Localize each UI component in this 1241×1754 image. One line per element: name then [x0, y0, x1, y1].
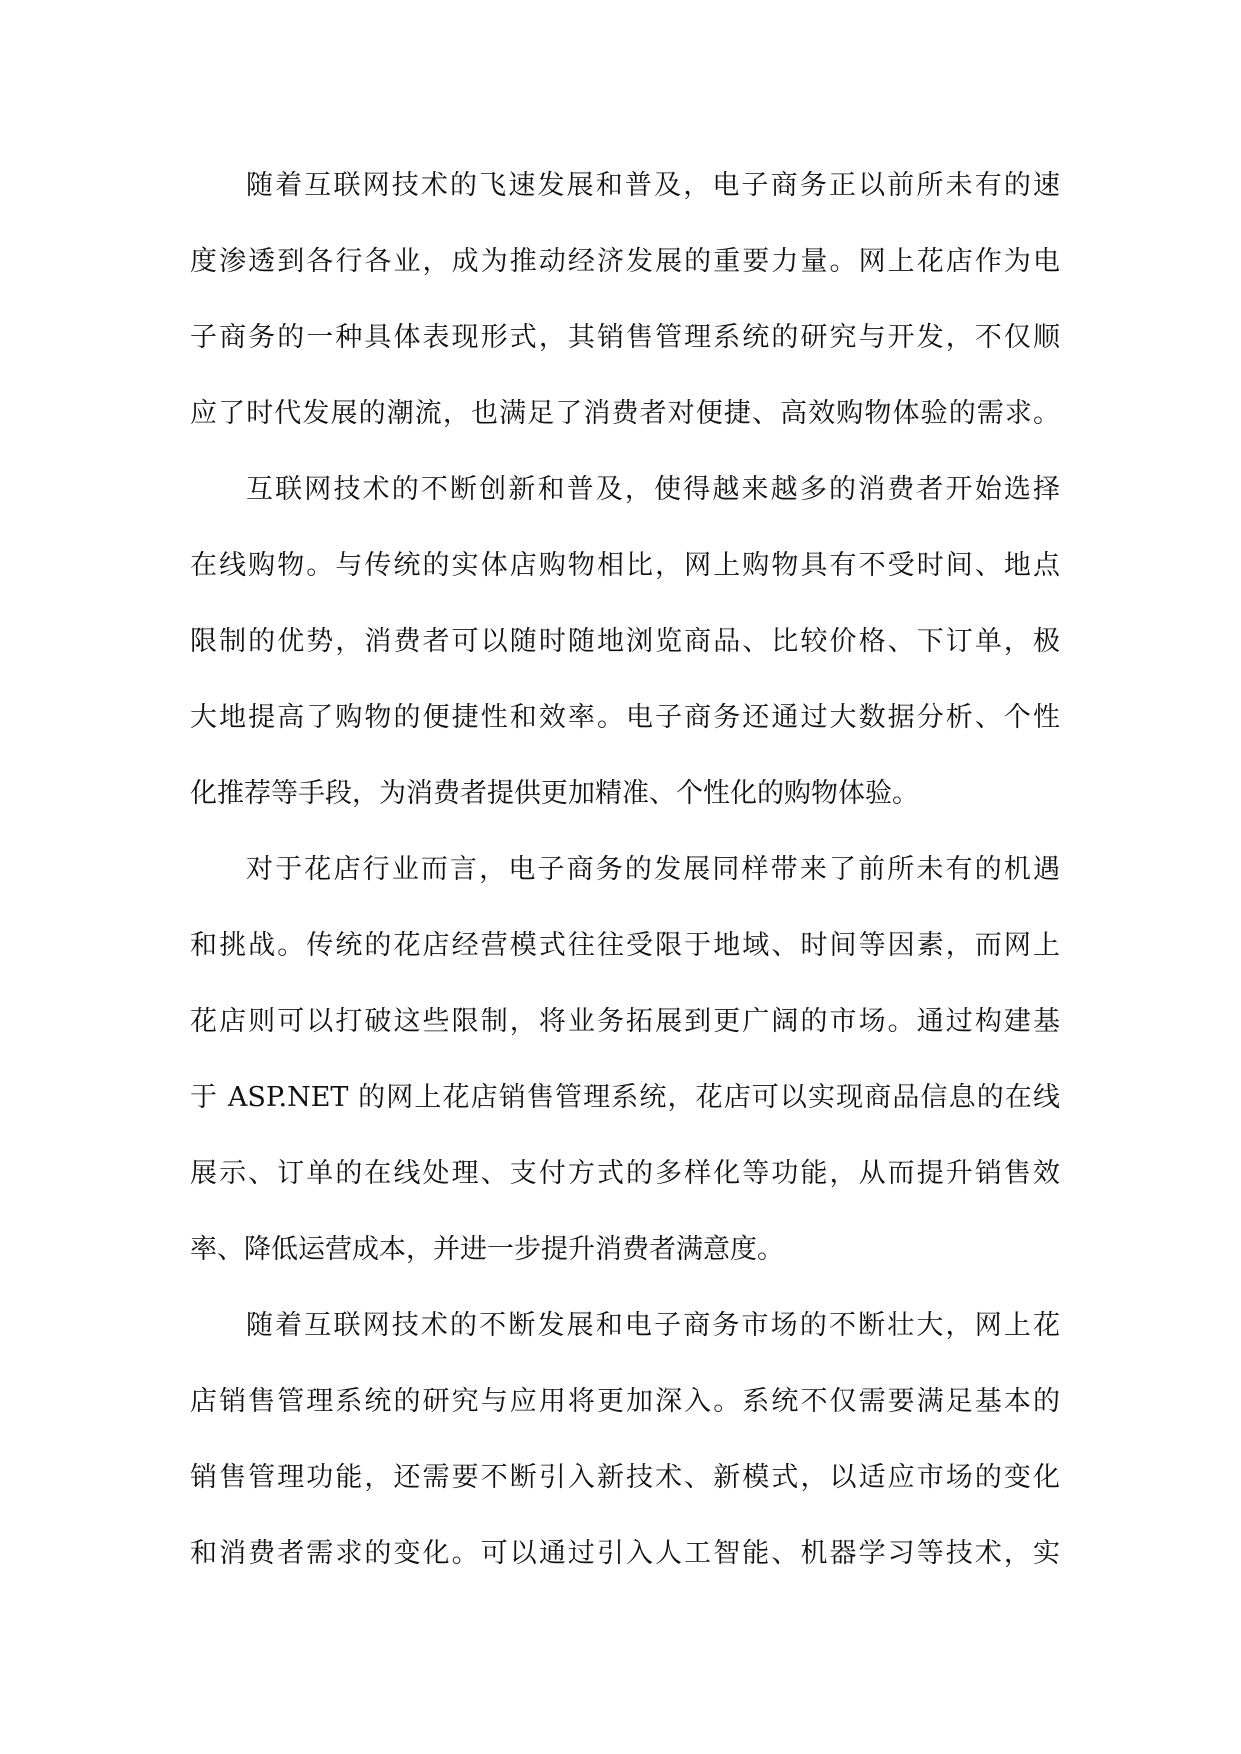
text-line: 对于花店行业而言，电子商务的发展同样带来了前所未有的机遇 [246, 854, 1060, 885]
text-line: 随着互联网技术的不断发展和电子商务市场的不断壮大，网上花 [246, 1310, 1060, 1341]
text-line: 应了时代发展的潮流，也满足了消费者对便捷、高效购物体验的需求。 [190, 398, 1060, 429]
text-line: 和消费者需求的变化。可以通过引入人工智能、机器学习等技术，实 [190, 1538, 1060, 1569]
body-text [190, 148, 1060, 1592]
text-line: 子商务的一种具体表现形式，其销售管理系统的研究与开发，不仅顺 [190, 322, 1060, 353]
text-line: 花店则可以打破这些限制，将业务拓展到更广阔的市场。通过构建基 [190, 1006, 1060, 1037]
text-line: 于 ASP.NET 的网上花店销售管理系统，花店可以实现商品信息的在线 [190, 1082, 1060, 1113]
text-line: 随着互联网技术的飞速发展和普及，电子商务正以前所未有的速 [246, 170, 1060, 201]
text-line: 度渗透到各行各业，成为推动经济发展的重要力量。网上花店作为电 [190, 246, 1060, 277]
text-line: 大地提高了购物的便捷性和效率。电子商务还通过大数据分析、个性 [190, 702, 1060, 733]
text-line: 和挑战。传统的花店经营模式往往受限于地域、时间等因素，而网上 [190, 930, 1060, 961]
text-line: 店销售管理系统的研究与应用将更加深入。系统不仅需要满足基本的 [190, 1386, 1060, 1417]
text-line: 率、降低运营成本，并进一步提升消费者满意度。 [190, 1234, 784, 1265]
text-line: 限制的优势，消费者可以随时随地浏览商品、比较价格、下订单，极 [190, 626, 1060, 657]
paragraph-2 [190, 452, 1060, 832]
text-line: 化推荐等手段，为消费者提供更加精准、个性化的购物体验。 [190, 778, 919, 809]
paragraph-3 [190, 832, 1060, 1288]
text-line: 展示、订单的在线处理、支付方式的多样化等功能，从而提升销售效 [190, 1158, 1060, 1189]
text-line: 销售管理功能，还需要不断引入新技术、新模式，以适应市场的变化 [190, 1462, 1060, 1493]
paragraph-1 [190, 148, 1060, 452]
paragraph-4 [190, 1288, 1060, 1592]
text-line: 互联网技术的不断创新和普及，使得越来越多的消费者开始选择 [246, 474, 1060, 505]
text-line: 在线购物。与传统的实体店购物相比，网上购物具有不受时间、地点 [190, 550, 1060, 581]
